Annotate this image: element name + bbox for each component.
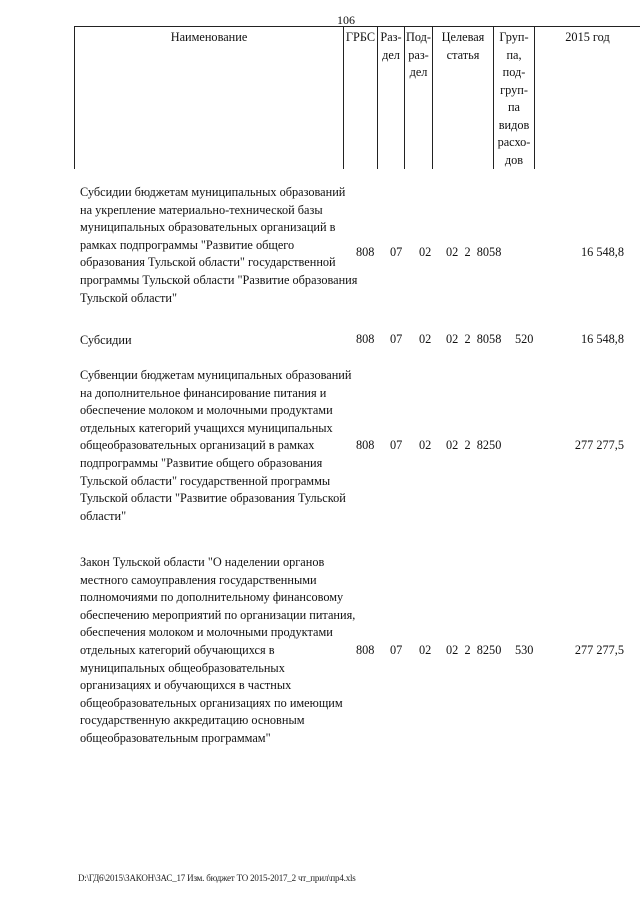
row-razdel: 07 bbox=[390, 438, 403, 452]
header-group: Груп- па, под- груп- па видов расхо- дов bbox=[494, 27, 535, 170]
row-amount: 277 277,5 bbox=[574, 438, 624, 452]
row-grbs: 808 bbox=[356, 332, 375, 346]
header-razdel: Раз- дел bbox=[378, 27, 405, 170]
header-name: Наименование bbox=[75, 27, 344, 170]
row-name: Субсидии бюджетам муниципальных образований на укрепление материально-технической базы муниципальных образовательных организаций в рамках подпрограммы "Развитие общего образования Тульской области" государственной программы Тульской области "Развитие образования Тульской области" bbox=[80, 185, 358, 305]
row-group: 530 bbox=[515, 643, 534, 657]
row-target: 02 2 8058 bbox=[446, 332, 502, 346]
row-podrazdel: 02 bbox=[419, 332, 432, 346]
header-podrazdel: Под- раз- дел bbox=[405, 27, 433, 170]
table-header bbox=[74, 26, 640, 169]
row-amount: 16 548,8 bbox=[580, 332, 624, 346]
file-path-footer: D:\ГД6\2015\ЗАКОН\ЗАС_17 Изм. бюджет ТО 2015-2017_2 чт_прил\пр4.xls bbox=[78, 873, 356, 883]
row-razdel: 07 bbox=[390, 643, 403, 657]
row-razdel: 07 bbox=[390, 245, 403, 259]
row-group: 520 bbox=[515, 332, 534, 346]
row-name: Субвенции бюджетам муниципальных образований на дополнительное финансирование питания и обеспечение молоком и молочными продуктами отдельных категорий учащихся муниципальных общеобразовательных организаций в рамках подпрограммы "Развитие общего образования Тульской области" государственной программы Тульской области "Развитие образования Тульской области" bbox=[80, 368, 352, 523]
row-razdel: 07 bbox=[390, 332, 403, 346]
row-amount: 277 277,5 bbox=[574, 643, 624, 657]
row-name: Субсидии bbox=[80, 333, 132, 347]
row-podrazdel: 02 bbox=[419, 643, 432, 657]
row-podrazdel: 02 bbox=[419, 245, 432, 259]
row-podrazdel: 02 bbox=[419, 438, 432, 452]
row-grbs: 808 bbox=[356, 245, 375, 259]
row-grbs: 808 bbox=[356, 438, 375, 452]
header-year: 2015 год bbox=[535, 27, 640, 170]
row-name: Закон Тульской области "О наделении органов местного самоуправления государственными полномочиями по дополнительному финансовому обеспечению мероприятий по организации питания, обеспечения молоком и молочными продуктами отдельных категорий обучающихся в муниципальных общеобразовательных организациях и обучающихся в частных общеобразовательных организациях по имеющим государственную аккредитацию основным общеобразовательным программам" bbox=[80, 555, 356, 745]
row-target: 02 2 8250 bbox=[446, 438, 502, 452]
page-number: 106 bbox=[337, 13, 355, 27]
row-target: 02 2 8250 bbox=[446, 643, 502, 657]
header-grbs: ГРБС bbox=[344, 27, 378, 170]
row-grbs: 808 bbox=[356, 643, 375, 657]
header-target: Целевая статья bbox=[433, 27, 494, 170]
row-amount: 16 548,8 bbox=[580, 245, 624, 259]
row-target: 02 2 8058 bbox=[446, 245, 502, 259]
